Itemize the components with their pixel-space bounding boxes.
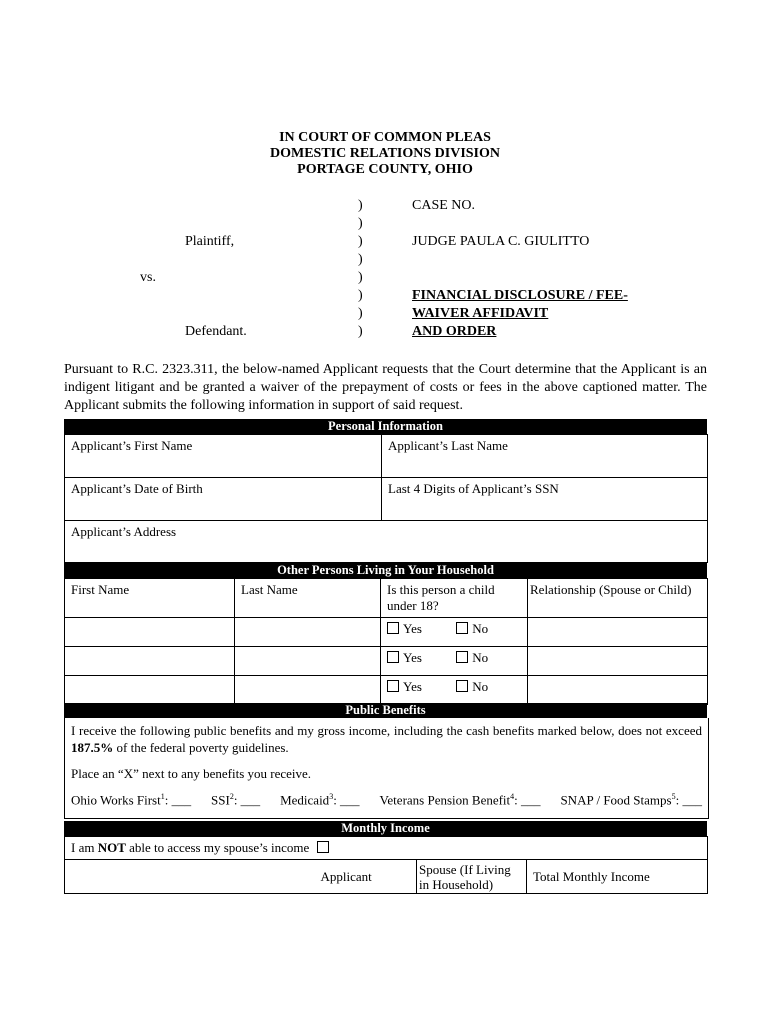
versus-label: vs. <box>140 270 156 285</box>
monthly-income-table <box>64 836 708 894</box>
no-option[interactable] <box>456 621 488 636</box>
income-label-cell <box>65 860 315 894</box>
ohio-works-first-option[interactable]: Ohio Works First$^1$: ___ <box>71 792 192 808</box>
personal-info-table <box>64 434 708 563</box>
col-spouse: Spouse (If Living in Household) <box>417 860 527 894</box>
benefits-instruction: Place an “X” next to any benefits you receive. <box>71 766 312 781</box>
ssn-label: Last 4 Digits of Applicant’s SSN <box>388 481 559 496</box>
caption-paren: ) <box>358 234 363 249</box>
no-label: No <box>472 621 489 636</box>
snap-option[interactable]: SNAP / Food Stamps$^5$: ___ <box>560 792 702 808</box>
child-checkbox-cell <box>381 676 528 705</box>
poverty-percent: 187.5% <box>71 740 114 755</box>
no-option[interactable] <box>456 650 488 665</box>
defendant-label: Defendant. <box>185 324 247 339</box>
plaintiff-label: Plaintiff, <box>185 234 235 249</box>
household-last-name-input[interactable] <box>235 676 381 705</box>
household-relationship-input[interactable] <box>528 618 708 647</box>
household-first-name-input[interactable] <box>65 647 235 676</box>
public-benefits-section <box>64 718 709 819</box>
yes-label: Yes <box>403 679 422 694</box>
no-label: No <box>472 679 489 694</box>
document-title-line3: AND ORDER <box>412 324 497 339</box>
household-first-name-input[interactable] <box>65 618 235 647</box>
col-first-name: First Name <box>65 579 235 618</box>
yes-checkbox[interactable] <box>387 622 399 634</box>
col-total-monthly-income: Total Monthly Income <box>527 860 708 894</box>
medicaid-option[interactable]: Medicaid$^3$: ___ <box>280 792 360 808</box>
household-first-name-input[interactable] <box>65 676 235 705</box>
spouse-income-row: I am NOT able to access my spouse’s income <box>65 837 708 860</box>
veterans-pension-option[interactable]: Veterans Pension Benefit$^4$: ___ <box>379 792 541 808</box>
caption-paren: ) <box>358 324 363 339</box>
first-name-field[interactable] <box>65 435 382 478</box>
last-name-label: Applicant’s Last Name <box>388 438 508 453</box>
court-name: IN COURT OF COMMON PLEAS <box>279 130 491 145</box>
document-title-line1: FINANCIAL DISCLOSURE / FEE- <box>412 288 628 303</box>
benefits-options <box>65 782 708 808</box>
yes-option[interactable] <box>387 679 453 695</box>
address-field[interactable] <box>65 521 708 563</box>
spouse-income-checkbox[interactable] <box>317 841 329 853</box>
first-name-label: Applicant’s First Name <box>71 438 193 453</box>
col-child-under-18: Is this person a child under 18? <box>381 579 528 618</box>
table-row <box>65 647 708 676</box>
household-relationship-input[interactable] <box>528 676 708 705</box>
division-name: DOMESTIC RELATIONS DIVISION <box>269 146 500 161</box>
child-checkbox-cell <box>381 647 528 676</box>
caption-paren: ) <box>358 306 363 321</box>
yes-option[interactable] <box>387 650 453 666</box>
dob-field[interactable] <box>65 478 382 521</box>
judge-name: JUDGE PAULA C. GIULITTO <box>412 234 590 249</box>
household-header: Other Persons Living in Your Household <box>64 563 707 578</box>
personal-info-header: Personal Information <box>64 419 707 434</box>
dob-label: Applicant’s Date of Birth <box>71 481 203 496</box>
caption-paren: ) <box>358 252 363 267</box>
household-last-name-input[interactable] <box>235 647 381 676</box>
last-name-field[interactable] <box>382 435 708 478</box>
no-checkbox[interactable] <box>456 622 468 634</box>
caption-paren: ) <box>358 198 363 213</box>
household-relationship-input[interactable] <box>528 647 708 676</box>
col-last-name: Last Name <box>235 579 381 618</box>
caption-paren: ) <box>358 288 363 303</box>
child-checkbox-cell <box>381 618 528 647</box>
document-title-line2: WAIVER AFFIDAVIT <box>412 306 549 321</box>
ssi-option[interactable]: SSI$^2$: ___ <box>211 792 261 808</box>
table-row <box>65 618 708 647</box>
case-number-label: CASE NO. <box>412 198 476 213</box>
no-label: No <box>472 650 489 665</box>
yes-label: Yes <box>403 621 422 636</box>
ssn-field[interactable] <box>382 478 708 521</box>
caption-paren: ) <box>358 216 363 231</box>
yes-option[interactable] <box>387 621 453 637</box>
table-row <box>65 676 708 705</box>
benefits-statement: I receive the following public benefits and my gross income, including the cash benefits marked below, does not exceed 187.5% of the federal poverty guidelines. <box>71 723 702 755</box>
intro-paragraph: Pursuant to R.C. 2323.311, the below-named Applicant requests that the Court determine that the Applicant is an indigent litigant and be granted a waiver of the prepayment of costs or fees in the above captioned matter. The Applicant submits the following information in support of said request. <box>64 362 707 413</box>
household-last-name-input[interactable] <box>235 618 381 647</box>
yes-checkbox[interactable] <box>387 651 399 663</box>
no-checkbox[interactable] <box>456 680 468 692</box>
col-relationship: Relationship (Spouse or Child) <box>528 579 708 618</box>
address-label: Applicant’s Address <box>71 524 177 539</box>
public-benefits-header: Public Benefits <box>64 703 707 718</box>
yes-label: Yes <box>403 650 422 665</box>
col-applicant: Applicant <box>315 860 417 894</box>
no-checkbox[interactable] <box>456 651 468 663</box>
monthly-income-header: Monthly Income <box>64 821 707 836</box>
yes-checkbox[interactable] <box>387 680 399 692</box>
household-table <box>64 578 708 705</box>
county-name: PORTAGE COUNTY, OHIO <box>297 162 473 177</box>
no-option[interactable] <box>456 679 488 694</box>
caption-paren: ) <box>358 270 363 285</box>
